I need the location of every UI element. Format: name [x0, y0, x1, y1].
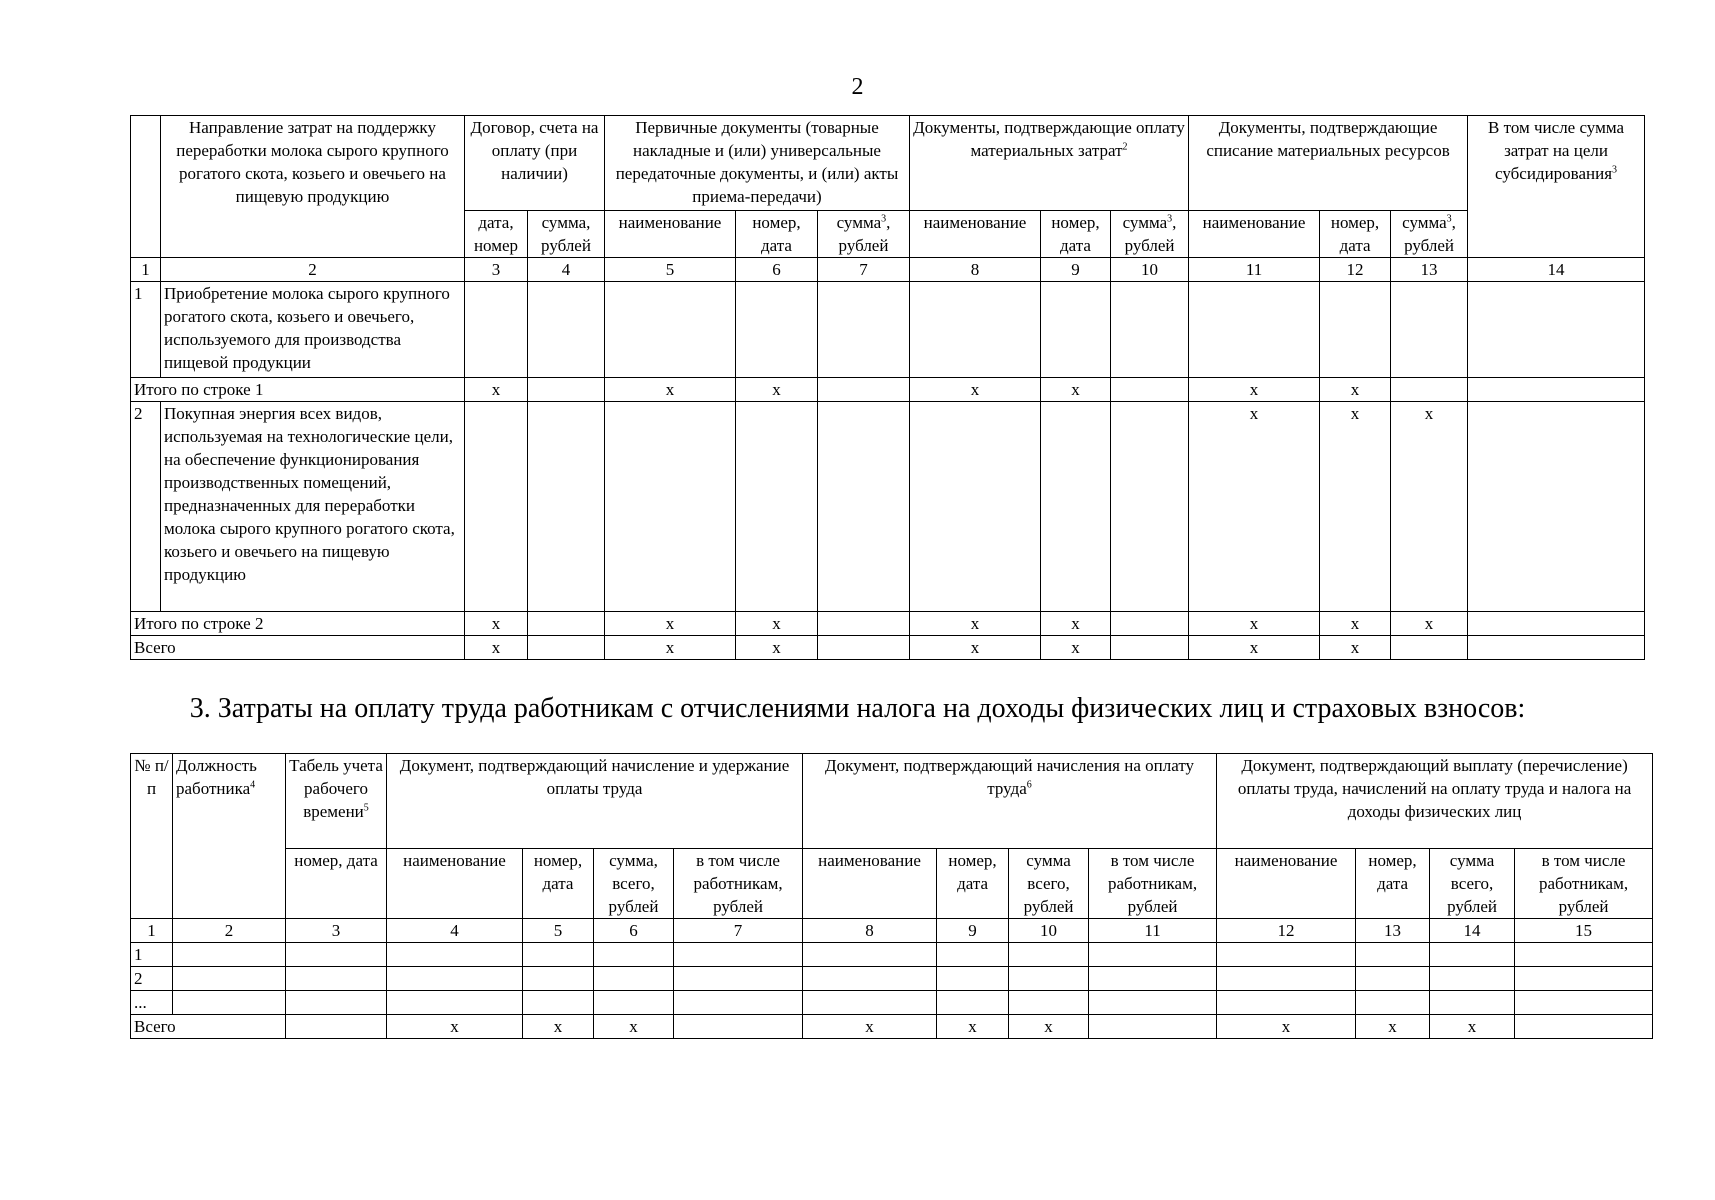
data-cell	[937, 991, 1009, 1015]
data-cell	[910, 402, 1041, 612]
col-number: 2	[173, 919, 286, 943]
table-row-milk	[131, 282, 1645, 378]
data-cell	[523, 967, 594, 991]
data-cell: x	[387, 1015, 523, 1039]
subtotal-label: Итого по строке 1	[131, 378, 465, 402]
data-cell	[286, 991, 387, 1015]
col-number: 5	[605, 258, 736, 282]
subheader-name: наименование	[910, 211, 1041, 258]
data-cell	[387, 967, 523, 991]
subheader-number-date: номер, дата	[736, 211, 818, 258]
header-accruals-text: Документ, подтверждающий начисления на оплату труда	[825, 756, 1195, 798]
subheader-name: наименование	[1217, 849, 1356, 919]
subheader-sum: сумма, рублей	[528, 211, 605, 258]
data-cell	[910, 282, 1041, 378]
data-cell	[1111, 636, 1189, 660]
data-cell	[1089, 1015, 1217, 1039]
data-cell	[937, 967, 1009, 991]
subheader-sum-total: сумма, всего, рублей	[594, 849, 674, 919]
col-number: 14	[1468, 258, 1645, 282]
data-cell: x	[910, 636, 1041, 660]
footnote-mark: 5	[363, 802, 369, 814]
data-cell	[1089, 967, 1217, 991]
data-cell: x	[1041, 612, 1111, 636]
subheader-number-date: номер, дата	[286, 849, 387, 919]
col-number: 11	[1089, 919, 1217, 943]
data-cell	[173, 967, 286, 991]
data-cell	[1217, 991, 1356, 1015]
col-number: 12	[1217, 919, 1356, 943]
data-cell: x	[465, 378, 528, 402]
col-number: 8	[910, 258, 1041, 282]
footnote-mark: 3	[1167, 213, 1173, 225]
data-cell: x	[910, 612, 1041, 636]
col-number: 2	[161, 258, 465, 282]
data-cell	[605, 282, 736, 378]
col-number: 6	[736, 258, 818, 282]
data-cell	[1468, 378, 1645, 402]
col-number: 9	[1041, 258, 1111, 282]
rubles-word: рублей	[1404, 236, 1454, 255]
data-cell	[1430, 967, 1515, 991]
data-cell: x	[605, 612, 736, 636]
col-number: 3	[286, 919, 387, 943]
col-number: 10	[1009, 919, 1089, 943]
data-cell	[1111, 402, 1189, 612]
data-cell	[528, 282, 605, 378]
sum-word: сумма	[836, 213, 882, 232]
header-accrual-doc: Документ, подтверждающий начисление и удержание оплаты труда	[387, 754, 803, 849]
header-payment-text: Документы, подтверждающие оплату материальных затрат	[913, 118, 1185, 160]
subheader-date-number: дата, номер	[465, 211, 528, 258]
data-cell: x	[605, 636, 736, 660]
data-cell	[1515, 967, 1653, 991]
subheader-name: наименование	[803, 849, 937, 919]
data-cell: x	[1189, 636, 1320, 660]
data-cell	[594, 991, 674, 1015]
col-number: 5	[523, 919, 594, 943]
data-cell	[286, 1015, 387, 1039]
data-cell	[1356, 943, 1430, 967]
data-cell	[523, 991, 594, 1015]
col-number: 8	[803, 919, 937, 943]
data-cell	[1217, 943, 1356, 967]
data-cell	[818, 612, 910, 636]
subheader-sum-total: сумма всего, рублей	[1009, 849, 1089, 919]
col-number: 7	[674, 919, 803, 943]
data-cell	[937, 943, 1009, 967]
data-cell	[674, 1015, 803, 1039]
data-cell	[1515, 1015, 1653, 1039]
data-cell: x	[1391, 402, 1468, 612]
header-primary-docs: Первичные документы (товарные накладные и (или) универсальные передаточные документы, и (или) акты приема-передачи)	[605, 116, 910, 211]
data-cell	[465, 282, 528, 378]
data-cell	[286, 967, 387, 991]
subheader-number-date: номер, дата	[523, 849, 594, 919]
subheader-name: наименование	[1189, 211, 1320, 258]
data-cell	[1515, 991, 1653, 1015]
col-number: 13	[1391, 258, 1468, 282]
data-cell	[1468, 612, 1645, 636]
data-cell: x	[1041, 378, 1111, 402]
header-accruals-doc	[803, 754, 1217, 849]
data-cell: x	[1391, 612, 1468, 636]
subheader-number-date: номер, дата	[1320, 211, 1391, 258]
footnote-mark: 6	[1026, 779, 1032, 791]
data-cell: x	[1320, 636, 1391, 660]
col-number: 15	[1515, 919, 1653, 943]
data-cell	[173, 991, 286, 1015]
data-cell: x	[1356, 1015, 1430, 1039]
table-row-energy	[131, 402, 1645, 612]
header-payment-docs	[910, 116, 1189, 211]
subheader-number-date: номер, дата	[937, 849, 1009, 919]
col-number: 7	[818, 258, 910, 282]
data-cell	[1111, 378, 1189, 402]
subtotal-label: Итого по строке 2	[131, 612, 465, 636]
col-number: 4	[528, 258, 605, 282]
row-number: 1	[131, 943, 173, 967]
data-cell: x	[594, 1015, 674, 1039]
data-cell	[523, 943, 594, 967]
subtotal-row-1	[131, 378, 1645, 402]
header-subsidy-text: В том числе сумма затрат на цели субсидирования	[1488, 118, 1625, 183]
data-cell	[1089, 943, 1217, 967]
data-cell	[1468, 282, 1645, 378]
data-cell	[1320, 282, 1391, 378]
data-cell	[1009, 943, 1089, 967]
header-contract: Договор, счета на оплату (при наличии)	[465, 116, 605, 211]
data-cell	[1111, 282, 1189, 378]
data-cell	[803, 943, 937, 967]
data-cell: x	[736, 612, 818, 636]
rubles-word: рублей	[1124, 236, 1175, 255]
data-cell	[818, 378, 910, 402]
subheader-number-date: номер, дата	[1041, 211, 1111, 258]
col-number: 3	[465, 258, 528, 282]
row-number: 2	[131, 967, 173, 991]
data-cell: x	[1320, 378, 1391, 402]
header-direction: Направление затрат на поддержку переработки молока сырого крупного рогатого скота, козьего и овечьего на пищевую продукцию	[161, 116, 465, 258]
data-cell: x	[937, 1015, 1009, 1039]
data-cell	[1009, 967, 1089, 991]
data-cell	[528, 612, 605, 636]
row-number: 1	[131, 282, 161, 378]
data-cell	[818, 402, 910, 612]
data-cell	[528, 636, 605, 660]
data-cell: x	[910, 378, 1041, 402]
data-cell	[1468, 402, 1645, 612]
footnote-mark: 4	[250, 779, 256, 791]
data-cell	[803, 991, 937, 1015]
data-cell	[1430, 943, 1515, 967]
data-cell	[387, 943, 523, 967]
subheader-sum-fn: сумма$^3$, рублей	[1391, 211, 1468, 258]
data-cell: x	[736, 636, 818, 660]
data-cell	[674, 967, 803, 991]
data-cell: x	[523, 1015, 594, 1039]
data-cell	[1391, 378, 1468, 402]
data-cell: x	[1430, 1015, 1515, 1039]
col-number: 14	[1430, 919, 1515, 943]
data-cell	[1041, 282, 1111, 378]
header-timesheet	[286, 754, 387, 849]
data-cell: x	[605, 378, 736, 402]
data-cell: x	[1320, 612, 1391, 636]
section-3-title: 3. Затраты на оплату труда работникам с отчислениями налога на доходы физических лиц и страховых взносов:	[189, 693, 1526, 724]
footnote-mark: 3	[881, 213, 887, 225]
labor-cost-table	[130, 753, 1653, 1039]
page-number: 2	[851, 74, 864, 100]
data-cell	[674, 991, 803, 1015]
data-cell	[1356, 991, 1430, 1015]
row-description: Приобретение молока сырого крупного рогатого скота, козьего и овечьего, используемого для производства пищевой продукции	[161, 282, 465, 378]
data-cell	[286, 943, 387, 967]
header-empty-cell	[131, 116, 161, 258]
subheader-name: наименование	[605, 211, 736, 258]
total-label: Всего	[131, 636, 465, 660]
subheader-number-date: номер, дата	[1356, 849, 1430, 919]
data-cell	[803, 967, 937, 991]
data-cell: x	[736, 378, 818, 402]
table-row	[131, 943, 1653, 967]
header-subsidy-sum	[1468, 116, 1645, 258]
data-cell: x	[1217, 1015, 1356, 1039]
data-cell: x	[803, 1015, 937, 1039]
data-cell	[1111, 612, 1189, 636]
row-description: Покупная энергия всех видов, используемая на технологические цели, на обеспечение функционирования производственных помещений, предназначенных для переработки молока сырого крупного рогатого скота, козьего и овечьего на пищевую продукцию	[161, 402, 465, 612]
column-numbers-row	[131, 919, 1653, 943]
data-cell: x	[1189, 612, 1320, 636]
sum-word: сумма	[1402, 213, 1447, 232]
column-numbers-row	[131, 258, 1645, 282]
subheader-sum-fn: сумма$^3$, рублей	[1111, 211, 1189, 258]
materials-cost-table	[130, 115, 1645, 660]
subheader-sum-total: сумма всего, рублей	[1430, 849, 1515, 919]
data-cell	[1089, 991, 1217, 1015]
total-label: Всего	[131, 1015, 286, 1039]
subheader-incl-workers: в том числе работникам, рублей	[674, 849, 803, 919]
col-number: 10	[1111, 258, 1189, 282]
subheader-sum-fn: сумма$^3$, рублей	[818, 211, 910, 258]
data-cell: x	[1189, 378, 1320, 402]
header-position-text: Должность работника	[176, 756, 257, 798]
col-number: 1	[131, 258, 161, 282]
data-cell: x	[1009, 1015, 1089, 1039]
table-row	[131, 991, 1653, 1015]
data-cell	[594, 967, 674, 991]
header-writeoff-docs: Документы, подтверждающие списание материальных ресурсов	[1189, 116, 1468, 211]
header-position	[173, 754, 286, 919]
data-cell: x	[1189, 402, 1320, 612]
data-cell	[465, 402, 528, 612]
subheader-name: наименование	[387, 849, 523, 919]
subheader-incl-workers: в том числе работникам, рублей	[1089, 849, 1217, 919]
data-cell	[674, 943, 803, 967]
data-cell	[1468, 636, 1645, 660]
footnote-mark: 3	[1446, 213, 1452, 225]
data-cell	[528, 402, 605, 612]
data-cell	[1189, 282, 1320, 378]
data-cell	[1515, 943, 1653, 967]
table-row	[131, 967, 1653, 991]
footnote-mark: 2	[1122, 141, 1128, 153]
col-number: 4	[387, 919, 523, 943]
row-number: ...	[131, 991, 173, 1015]
header-row-number: № п/п	[131, 754, 173, 919]
col-number: 13	[1356, 919, 1430, 943]
data-cell	[387, 991, 523, 1015]
col-number: 12	[1320, 258, 1391, 282]
data-cell	[594, 943, 674, 967]
grand-total-row	[131, 636, 1645, 660]
data-cell	[1391, 636, 1468, 660]
data-cell	[1356, 967, 1430, 991]
data-cell: x	[465, 636, 528, 660]
rubles-word: рублей	[838, 236, 889, 255]
col-number: 6	[594, 919, 674, 943]
header-timesheet-text: Табель учета рабочего времени	[289, 756, 383, 821]
col-number: 1	[131, 919, 173, 943]
data-cell	[736, 402, 818, 612]
footnote-mark: 3	[1612, 164, 1618, 176]
data-cell: x	[1041, 636, 1111, 660]
sum-word: сумма	[1122, 213, 1168, 232]
data-cell	[605, 402, 736, 612]
data-cell	[1430, 991, 1515, 1015]
subheader-incl-workers: в том числе работникам, рублей	[1515, 849, 1653, 919]
grand-total-row	[131, 1015, 1653, 1039]
col-number: 11	[1189, 258, 1320, 282]
data-cell	[1391, 282, 1468, 378]
data-cell	[1041, 402, 1111, 612]
header-payment-doc: Документ, подтверждающий выплату (перечисление) оплаты труда, начислений на оплату труда и налога на доходы физических лиц	[1217, 754, 1653, 849]
data-cell	[818, 636, 910, 660]
data-cell	[173, 943, 286, 967]
subtotal-row-2	[131, 612, 1645, 636]
col-number: 9	[937, 919, 1009, 943]
data-cell: x	[1320, 402, 1391, 612]
data-cell: x	[465, 612, 528, 636]
row-number: 2	[131, 402, 161, 612]
data-cell	[1217, 967, 1356, 991]
data-cell	[1009, 991, 1089, 1015]
data-cell	[736, 282, 818, 378]
data-cell	[818, 282, 910, 378]
data-cell	[528, 378, 605, 402]
